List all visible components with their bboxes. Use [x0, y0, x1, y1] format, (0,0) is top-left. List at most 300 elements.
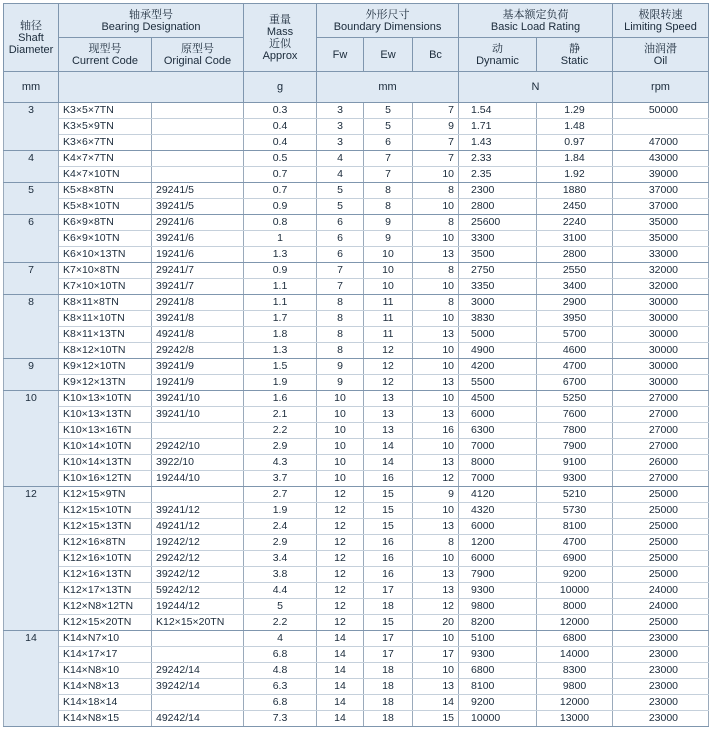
static-cell: 5730 — [537, 503, 613, 519]
fw-header: Fw — [317, 38, 364, 72]
ew-cell: 10 — [364, 247, 413, 263]
oil-speed-cell: 27000 — [613, 407, 709, 423]
static-cell: 1880 — [537, 183, 613, 199]
dynamic-cell: 1.43 — [459, 135, 537, 151]
dynamic-cell: 8100 — [459, 679, 537, 695]
fw-cell: 12 — [317, 615, 364, 631]
dynamic-cell: 5000 — [459, 327, 537, 343]
original-code-cell: 19241/6 — [152, 247, 244, 263]
bc-cell: 12 — [413, 471, 459, 487]
bc-cell: 13 — [413, 519, 459, 535]
current-code-cell: K4×7×10TN — [59, 167, 152, 183]
table-row — [4, 311, 709, 327]
bc-cell: 13 — [413, 567, 459, 583]
table-row — [4, 343, 709, 359]
bearing-spec-table — [3, 3, 709, 727]
table-row — [4, 551, 709, 567]
oil-speed-cell: 25000 — [613, 519, 709, 535]
ew-cell: 18 — [364, 663, 413, 679]
static-cell: 1.48 — [537, 119, 613, 135]
mass-cell: 0.8 — [244, 215, 317, 231]
ew-cell: 5 — [364, 103, 413, 119]
oil-header: 油润滑 Oil — [613, 38, 709, 72]
mass-cell: 3.7 — [244, 471, 317, 487]
oil-speed-cell: 30000 — [613, 295, 709, 311]
oil-speed-cell: 23000 — [613, 631, 709, 647]
oil-speed-cell: 35000 — [613, 231, 709, 247]
current-code-cell: K10×13×10TN — [59, 391, 152, 407]
original-code-header: 原型号 Original Code — [152, 38, 244, 72]
mass-cell: 5 — [244, 599, 317, 615]
shaft-diameter-cell: 6 — [4, 215, 59, 263]
current-code-cell: K8×12×10TN — [59, 343, 152, 359]
original-code-cell — [152, 135, 244, 151]
bc-cell: 10 — [413, 439, 459, 455]
current-code-cell: K14×N8×10 — [59, 663, 152, 679]
static-cell: 5210 — [537, 487, 613, 503]
mass-cell: 1.5 — [244, 359, 317, 375]
fw-cell: 4 — [317, 167, 364, 183]
fw-cell: 4 — [317, 151, 364, 167]
boundary-dimensions-header: 外形尺寸 Boundary Dimensions — [317, 4, 459, 38]
current-code-cell: K5×8×8TN — [59, 183, 152, 199]
current-code-cell: K12×17×13TN — [59, 583, 152, 599]
fw-cell: 14 — [317, 647, 364, 663]
ew-cell: 18 — [364, 679, 413, 695]
static-cell: 12000 — [537, 615, 613, 631]
fw-cell: 10 — [317, 391, 364, 407]
ew-cell: 18 — [364, 711, 413, 727]
shaft-diameter-cell: 3 — [4, 103, 59, 151]
current-code-cell: K8×11×10TN — [59, 311, 152, 327]
static-cell: 9100 — [537, 455, 613, 471]
table-row — [4, 487, 709, 503]
mass-cell: 6.8 — [244, 695, 317, 711]
bc-cell: 13 — [413, 327, 459, 343]
ew-cell: 7 — [364, 151, 413, 167]
current-code-cell: K8×11×13TN — [59, 327, 152, 343]
original-code-cell — [152, 167, 244, 183]
mass-cell: 2.7 — [244, 487, 317, 503]
dynamic-header: 动 Dynamic — [459, 38, 537, 72]
shaft-diameter-cell: 9 — [4, 359, 59, 391]
dynamic-cell: 3350 — [459, 279, 537, 295]
ew-cell: 15 — [364, 487, 413, 503]
dynamic-cell: 8200 — [459, 615, 537, 631]
original-code-cell: 19244/12 — [152, 599, 244, 615]
ew-cell: 16 — [364, 567, 413, 583]
table-row — [4, 679, 709, 695]
mass-cell: 0.4 — [244, 119, 317, 135]
oil-speed-cell: 39000 — [613, 167, 709, 183]
dynamic-cell: 9300 — [459, 647, 537, 663]
static-cell: 7900 — [537, 439, 613, 455]
dynamic-cell: 6800 — [459, 663, 537, 679]
bc-cell: 7 — [413, 151, 459, 167]
ew-cell: 16 — [364, 551, 413, 567]
dynamic-cell: 6000 — [459, 519, 537, 535]
original-code-cell — [152, 423, 244, 439]
current-code-cell: K4×7×7TN — [59, 151, 152, 167]
current-code-cell: K14×N8×15 — [59, 711, 152, 727]
load-unit: N — [459, 72, 613, 103]
static-cell: 1.92 — [537, 167, 613, 183]
dynamic-cell: 1200 — [459, 535, 537, 551]
mass-cell: 0.7 — [244, 167, 317, 183]
dynamic-cell: 4900 — [459, 343, 537, 359]
bc-cell: 10 — [413, 231, 459, 247]
oil-speed-cell: 27000 — [613, 423, 709, 439]
table-row — [4, 231, 709, 247]
oil-speed-cell: 23000 — [613, 695, 709, 711]
fw-cell: 12 — [317, 487, 364, 503]
fw-cell: 14 — [317, 679, 364, 695]
bc-cell: 9 — [413, 487, 459, 503]
shaft-unit: mm — [4, 72, 59, 103]
static-cell: 12000 — [537, 695, 613, 711]
ew-cell: 13 — [364, 407, 413, 423]
table-row — [4, 567, 709, 583]
bc-cell: 10 — [413, 663, 459, 679]
static-cell: 2800 — [537, 247, 613, 263]
oil-speed-cell: 25000 — [613, 551, 709, 567]
oil-speed-cell: 30000 — [613, 343, 709, 359]
ew-cell: 14 — [364, 439, 413, 455]
fw-cell: 8 — [317, 343, 364, 359]
limiting-speed-header: 极限转速 Limiting Speed — [613, 4, 709, 38]
bc-cell: 8 — [413, 263, 459, 279]
dynamic-cell: 7900 — [459, 567, 537, 583]
static-cell: 4600 — [537, 343, 613, 359]
bc-cell: 14 — [413, 695, 459, 711]
ew-cell: 13 — [364, 391, 413, 407]
dynamic-cell: 1.71 — [459, 119, 537, 135]
original-code-cell: 19241/9 — [152, 375, 244, 391]
static-cell: 5250 — [537, 391, 613, 407]
static-cell: 4700 — [537, 535, 613, 551]
bc-cell: 8 — [413, 535, 459, 551]
table-row — [4, 439, 709, 455]
static-cell: 14000 — [537, 647, 613, 663]
table-header — [4, 4, 709, 103]
oil-speed-cell: 23000 — [613, 647, 709, 663]
fw-cell: 10 — [317, 439, 364, 455]
static-cell: 6900 — [537, 551, 613, 567]
table-row — [4, 519, 709, 535]
current-code-cell: K10×13×13TN — [59, 407, 152, 423]
mass-cell: 2.2 — [244, 615, 317, 631]
oil-speed-cell: 25000 — [613, 567, 709, 583]
current-code-cell: K12×15×13TN — [59, 519, 152, 535]
shaft-diameter-cell: 8 — [4, 295, 59, 359]
current-code-cell: K5×8×10TN — [59, 199, 152, 215]
oil-speed-cell: 27000 — [613, 439, 709, 455]
shaft-diameter-cell: 4 — [4, 151, 59, 183]
static-cell: 9200 — [537, 567, 613, 583]
original-code-cell: 49241/8 — [152, 327, 244, 343]
fw-cell: 12 — [317, 519, 364, 535]
fw-cell: 12 — [317, 551, 364, 567]
dynamic-cell: 1.54 — [459, 103, 537, 119]
oil-speed-cell: 30000 — [613, 311, 709, 327]
fw-cell: 3 — [317, 103, 364, 119]
bc-cell: 9 — [413, 119, 459, 135]
ew-cell: 16 — [364, 535, 413, 551]
static-cell: 6800 — [537, 631, 613, 647]
table-row — [4, 423, 709, 439]
oil-speed-cell: 35000 — [613, 215, 709, 231]
current-code-cell: K6×9×10TN — [59, 231, 152, 247]
fw-cell: 14 — [317, 695, 364, 711]
oil-speed-cell: 25000 — [613, 535, 709, 551]
oil-speed-cell: 23000 — [613, 679, 709, 695]
ew-cell: 11 — [364, 295, 413, 311]
mass-cell: 2.2 — [244, 423, 317, 439]
fw-cell: 3 — [317, 119, 364, 135]
bc-cell: 13 — [413, 407, 459, 423]
dimensions-unit: mm — [317, 72, 459, 103]
oil-speed-cell: 25000 — [613, 503, 709, 519]
original-code-cell: 19244/10 — [152, 471, 244, 487]
current-code-cell: K6×10×13TN — [59, 247, 152, 263]
original-code-cell: 39241/8 — [152, 311, 244, 327]
oil-speed-cell: 24000 — [613, 583, 709, 599]
original-code-cell: 29242/14 — [152, 663, 244, 679]
fw-cell: 10 — [317, 407, 364, 423]
oil-speed-cell: 33000 — [613, 247, 709, 263]
ew-cell: 14 — [364, 455, 413, 471]
static-cell: 3950 — [537, 311, 613, 327]
fw-cell: 10 — [317, 455, 364, 471]
table-row — [4, 167, 709, 183]
bc-cell: 10 — [413, 311, 459, 327]
original-code-cell: 29242/12 — [152, 551, 244, 567]
bc-header: Bc — [413, 38, 459, 72]
ew-cell: 11 — [364, 327, 413, 343]
oil-speed-cell: 32000 — [613, 279, 709, 295]
original-code-cell — [152, 103, 244, 119]
mass-cell: 1 — [244, 231, 317, 247]
original-code-cell: 59242/12 — [152, 583, 244, 599]
speed-unit: rpm — [613, 72, 709, 103]
dynamic-cell: 7000 — [459, 471, 537, 487]
current-code-cell: K14×N7×10 — [59, 631, 152, 647]
dynamic-cell: 2800 — [459, 199, 537, 215]
static-cell: 3400 — [537, 279, 613, 295]
table-row — [4, 663, 709, 679]
ew-cell: 15 — [364, 615, 413, 631]
original-code-cell — [152, 631, 244, 647]
ew-cell: 5 — [364, 119, 413, 135]
shaft-diameter-cell: 12 — [4, 487, 59, 631]
bc-cell: 8 — [413, 215, 459, 231]
original-code-cell — [152, 647, 244, 663]
basic-load-rating-header: 基本额定负荷 Basic Load Rating — [459, 4, 613, 38]
dynamic-cell: 25600 — [459, 215, 537, 231]
table-row — [4, 135, 709, 151]
current-code-cell: K7×10×10TN — [59, 279, 152, 295]
current-code-cell: K12×N8×12TN — [59, 599, 152, 615]
current-code-cell: K6×9×8TN — [59, 215, 152, 231]
table-row — [4, 407, 709, 423]
table-row — [4, 215, 709, 231]
table-row — [4, 583, 709, 599]
static-cell: 7600 — [537, 407, 613, 423]
fw-cell: 7 — [317, 279, 364, 295]
static-cell: 9300 — [537, 471, 613, 487]
mass-cell: 2.9 — [244, 535, 317, 551]
static-cell: 5700 — [537, 327, 613, 343]
original-code-cell: 39242/14 — [152, 679, 244, 695]
dynamic-cell: 3000 — [459, 295, 537, 311]
bc-cell: 13 — [413, 583, 459, 599]
fw-cell: 12 — [317, 583, 364, 599]
shaft-diameter-cell: 10 — [4, 391, 59, 487]
oil-speed-cell: 27000 — [613, 391, 709, 407]
bc-cell: 17 — [413, 647, 459, 663]
mass-cell: 0.5 — [244, 151, 317, 167]
fw-cell: 5 — [317, 183, 364, 199]
static-cell: 2450 — [537, 199, 613, 215]
mass-cell: 3.4 — [244, 551, 317, 567]
ew-cell: 16 — [364, 471, 413, 487]
ew-cell: 6 — [364, 135, 413, 151]
dynamic-cell: 7000 — [459, 439, 537, 455]
table-row — [4, 503, 709, 519]
current-code-cell: K10×14×10TN — [59, 439, 152, 455]
oil-speed-cell: 30000 — [613, 359, 709, 375]
original-code-cell: 39241/7 — [152, 279, 244, 295]
table-row — [4, 359, 709, 375]
mass-cell: 0.9 — [244, 263, 317, 279]
table-row — [4, 279, 709, 295]
dynamic-cell: 10000 — [459, 711, 537, 727]
bc-cell: 10 — [413, 199, 459, 215]
current-code-cell: K10×13×16TN — [59, 423, 152, 439]
static-cell: 2900 — [537, 295, 613, 311]
ew-cell: 12 — [364, 343, 413, 359]
current-code-cell: K3×5×7TN — [59, 103, 152, 119]
ew-cell: 18 — [364, 599, 413, 615]
dynamic-cell: 4120 — [459, 487, 537, 503]
mass-cell: 1.9 — [244, 375, 317, 391]
table-row — [4, 375, 709, 391]
ew-cell: 8 — [364, 183, 413, 199]
mass-cell: 2.4 — [244, 519, 317, 535]
fw-cell: 10 — [317, 471, 364, 487]
bc-cell: 10 — [413, 167, 459, 183]
oil-speed-cell: 25000 — [613, 487, 709, 503]
fw-cell: 5 — [317, 199, 364, 215]
static-cell: 4700 — [537, 359, 613, 375]
original-code-cell: 29241/5 — [152, 183, 244, 199]
ew-cell: 18 — [364, 695, 413, 711]
ew-cell: 17 — [364, 647, 413, 663]
fw-cell: 14 — [317, 663, 364, 679]
static-cell: 1.29 — [537, 103, 613, 119]
original-code-cell: 49241/12 — [152, 519, 244, 535]
oil-speed-cell: 32000 — [613, 263, 709, 279]
original-code-cell: 3922/10 — [152, 455, 244, 471]
oil-speed-cell: 25000 — [613, 615, 709, 631]
oil-speed-cell: 23000 — [613, 711, 709, 727]
mass-cell: 4.3 — [244, 455, 317, 471]
table-row — [4, 151, 709, 167]
ew-cell: 15 — [364, 503, 413, 519]
bc-cell: 10 — [413, 391, 459, 407]
bc-cell: 12 — [413, 599, 459, 615]
current-code-cell: K14×N8×13 — [59, 679, 152, 695]
mass-cell: 1.3 — [244, 247, 317, 263]
current-code-cell: K10×14×13TN — [59, 455, 152, 471]
table-row — [4, 199, 709, 215]
ew-cell: 17 — [364, 583, 413, 599]
dynamic-cell: 4320 — [459, 503, 537, 519]
ew-cell: 11 — [364, 311, 413, 327]
fw-cell: 8 — [317, 311, 364, 327]
mass-cell: 2.9 — [244, 439, 317, 455]
original-code-cell: 39241/5 — [152, 199, 244, 215]
oil-speed-cell: 43000 — [613, 151, 709, 167]
static-cell: 8000 — [537, 599, 613, 615]
original-code-cell: 39242/12 — [152, 567, 244, 583]
bc-cell: 16 — [413, 423, 459, 439]
table-row — [4, 535, 709, 551]
current-code-cell: K7×10×8TN — [59, 263, 152, 279]
oil-speed-cell: 27000 — [613, 471, 709, 487]
fw-cell: 12 — [317, 535, 364, 551]
fw-cell: 6 — [317, 215, 364, 231]
ew-cell: 13 — [364, 423, 413, 439]
mass-cell: 4.4 — [244, 583, 317, 599]
static-cell: 8300 — [537, 663, 613, 679]
table-body — [4, 103, 709, 727]
fw-cell: 6 — [317, 231, 364, 247]
mass-cell: 1.6 — [244, 391, 317, 407]
fw-cell: 12 — [317, 567, 364, 583]
bc-cell: 10 — [413, 631, 459, 647]
current-code-cell: K12×15×9TN — [59, 487, 152, 503]
table-row — [4, 183, 709, 199]
bc-cell: 10 — [413, 359, 459, 375]
oil-speed-cell — [613, 119, 709, 135]
current-code-cell: K14×17×17 — [59, 647, 152, 663]
original-code-cell: 39241/6 — [152, 231, 244, 247]
dynamic-cell: 5500 — [459, 375, 537, 391]
static-cell: 9800 — [537, 679, 613, 695]
bc-cell: 7 — [413, 135, 459, 151]
static-cell: 8100 — [537, 519, 613, 535]
oil-speed-cell: 50000 — [613, 103, 709, 119]
mass-cell: 0.3 — [244, 103, 317, 119]
table-row — [4, 455, 709, 471]
mass-cell: 0.9 — [244, 199, 317, 215]
original-code-cell: 39241/9 — [152, 359, 244, 375]
dynamic-cell: 6000 — [459, 407, 537, 423]
mass-header: 重量 Mass 近似 Approx — [244, 4, 317, 72]
original-code-cell: 29242/10 — [152, 439, 244, 455]
ew-cell: 10 — [364, 263, 413, 279]
original-code-cell — [152, 695, 244, 711]
fw-cell: 7 — [317, 263, 364, 279]
fw-cell: 9 — [317, 375, 364, 391]
dynamic-cell: 9800 — [459, 599, 537, 615]
current-code-cell: K12×16×10TN — [59, 551, 152, 567]
current-code-cell: K12×16×13TN — [59, 567, 152, 583]
dynamic-cell: 2750 — [459, 263, 537, 279]
oil-speed-cell: 24000 — [613, 599, 709, 615]
ew-cell: 12 — [364, 375, 413, 391]
